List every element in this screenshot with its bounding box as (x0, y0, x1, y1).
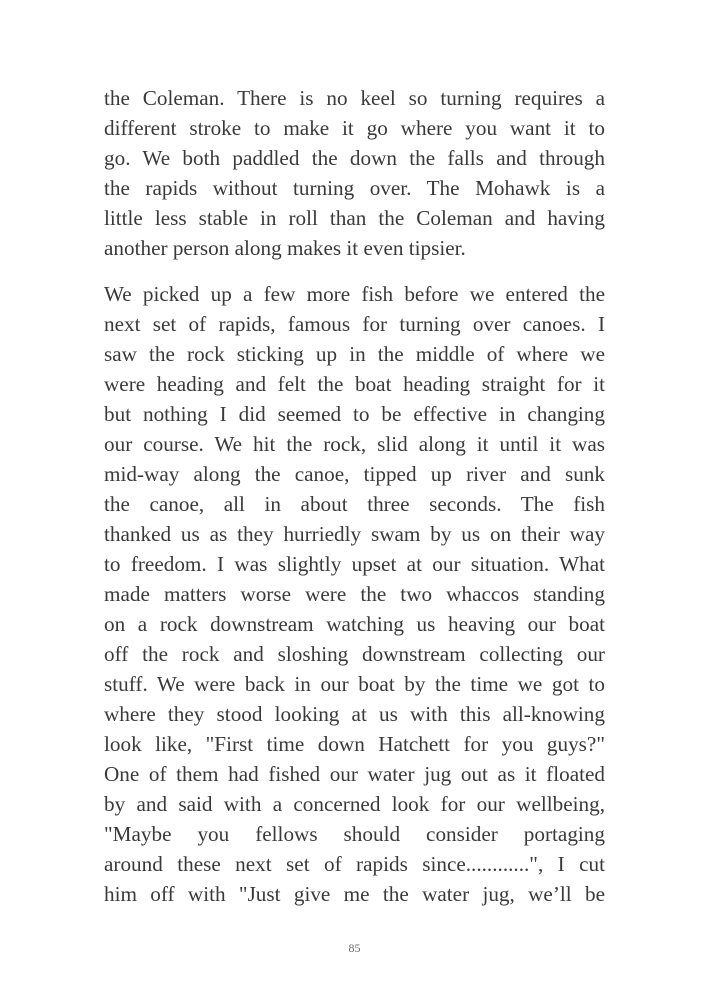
text-line: another person along makes it even tipsier. (104, 236, 466, 260)
text-line: little less stable in roll than the Coleman and having (104, 206, 605, 230)
text-line: by and said with a concerned look for our wellbeing, (104, 792, 605, 816)
paragraph-1 (104, 83, 605, 263)
text-line: made matters worse were the two whaccos standing (104, 582, 605, 606)
page-number: 85 (348, 941, 361, 955)
text-line: the rapids without turning over. The Mohawk is a (104, 176, 605, 200)
text-line: We picked up a few more fish before we entered the (104, 282, 605, 306)
text-line: were heading and felt the boat heading straight for it (104, 372, 605, 396)
text-line: around these next set of rapids since............", I cut (104, 852, 605, 876)
text-line: him off with "Just give me the water jug, we’ll be (104, 882, 605, 906)
text-line: to freedom. I was slightly upset at our situation. What (104, 552, 605, 576)
text-line: the Coleman. There is no keel so turning requires a (104, 86, 605, 110)
paragraph-2 (104, 279, 605, 909)
text-line: thanked us as they hurriedly swam by us on their way (104, 522, 605, 546)
text-line: "Maybe you fellows should consider portaging (104, 822, 605, 846)
text-line: the canoe, all in about three seconds. The fish (104, 492, 605, 516)
text-line: stuff. We were back in our boat by the time we got to (104, 672, 605, 696)
text-line: next set of rapids, famous for turning over canoes. I (104, 312, 605, 336)
text-line: One of them had fished our water jug out as it floated (104, 762, 605, 786)
text-line: off the rock and sloshing downstream collecting our (104, 642, 605, 666)
text-line: mid-way along the canoe, tipped up river and sunk (104, 462, 605, 486)
text-line: look like, "First time down Hatchett for you guys?" (104, 732, 605, 756)
text-line: go. We both paddled the down the falls and through (104, 146, 605, 170)
text-line: saw the rock sticking up in the middle of where we (104, 342, 605, 366)
text-line: different stroke to make it go where you want it to (104, 116, 605, 140)
text-line: where they stood looking at us with this all-knowing (104, 702, 605, 726)
text-line: but nothing I did seemed to be effective in changing (104, 402, 605, 426)
text-line: on a rock downstream watching us heaving our boat (104, 612, 605, 636)
text-line: our course. We hit the rock, slid along it until it was (104, 432, 605, 456)
